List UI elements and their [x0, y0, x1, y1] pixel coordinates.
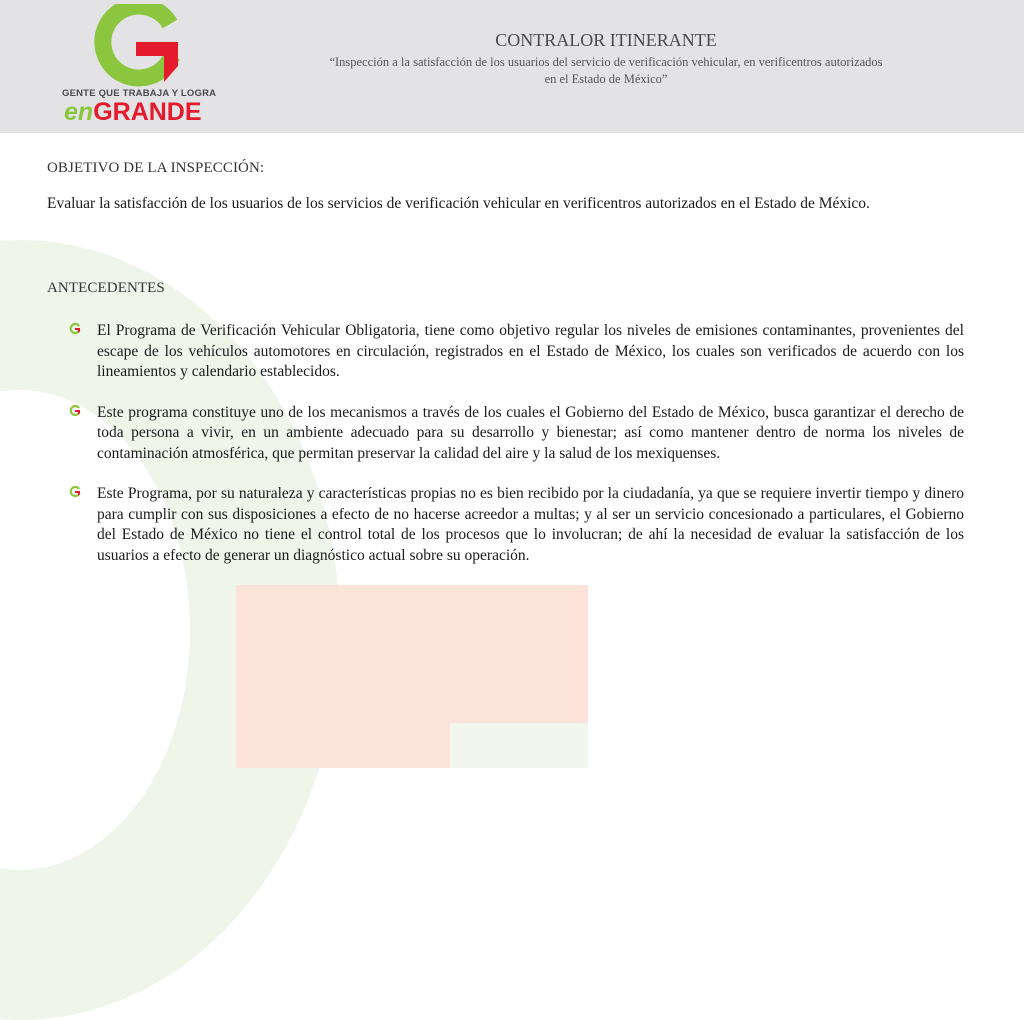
list-item-text: Este programa constituye uno de los mecanismos a través de los cuales el Gobierno del Estado de México, busca garantizar el derecho de toda persona a vivir, en un ambiente adecuado para su desarrollo y bienestar; así como mantener dentro de norma los niveles de contaminación atmosférica, que permitan preservar la calidad del aire y la salud de los mexiquenses.: [97, 403, 964, 462]
logo-word-en: en: [64, 98, 94, 126]
background-block-pink-lower: [236, 723, 450, 768]
logo: [62, 4, 217, 126]
antecedentes-heading: ANTECEDENTES: [47, 280, 165, 296]
list-item: [69, 403, 964, 465]
document-body: [47, 160, 964, 564]
subtitle-line-1: “Inspección a la satisfacción de los usuarios del servicio de verificación vehicular, en verificentros autorizados: [329, 55, 883, 69]
list-item: [69, 321, 964, 383]
header-banner: [0, 0, 1024, 133]
list-item: [69, 484, 964, 566]
antecedentes-list: [69, 321, 964, 586]
subtitle-line-2: en el Estado de México”: [544, 72, 668, 86]
logo-word-grande: GRANDE: [93, 98, 202, 126]
logo-wordmark: [64, 98, 202, 126]
objective-heading: OBJETIVO DE LA INSPECCIÓN:: [47, 160, 265, 176]
list-item-text: Este Programa, por su naturaleza y características propias no es bien recibido por la ciudadanía, ya que se requiere invertir tiempo y dinero para cumplir con sus disposiciones a efecto de no hacerse acreedor a multas; y al ser un servicio concesionado a particulares, el Gobierno del Estado de México no tiene el control total de los procesos que lo involucran; de ahí la necesidad de evaluar la satisfacción de los usuarios a efecto de generar un diagnóstico actual sobre su operación.: [97, 485, 964, 564]
background-block-pink: [236, 585, 588, 723]
list-item-text: El Programa de Verificación Vehicular Obligatoria, tiene como objetivo regular los niveles de emisiones contaminantes, provenientes del escape de los vehículos automotores en circulación, registrados en el Estado de México, los cuales son verificados de acuerdo con los lineamientos y calendario establecidos.: [97, 322, 964, 380]
logo-tagline: GENTE QUE TRABAJA Y LOGRA: [62, 88, 217, 99]
g-bullet-icon: [69, 405, 81, 417]
objective-text: Evaluar la satisfacción de los usuarios de los servicios de verificación vehicular en verificentros autorizados en el Estado de México.: [47, 195, 870, 212]
page-subtitle: [280, 54, 932, 88]
background-block-green: [450, 723, 588, 768]
g-bullet-icon: [69, 486, 81, 498]
g-logo-icon: [92, 4, 182, 88]
page-title: CONTRALOR ITINERANTE: [495, 30, 717, 50]
g-bullet-icon: [69, 323, 81, 335]
